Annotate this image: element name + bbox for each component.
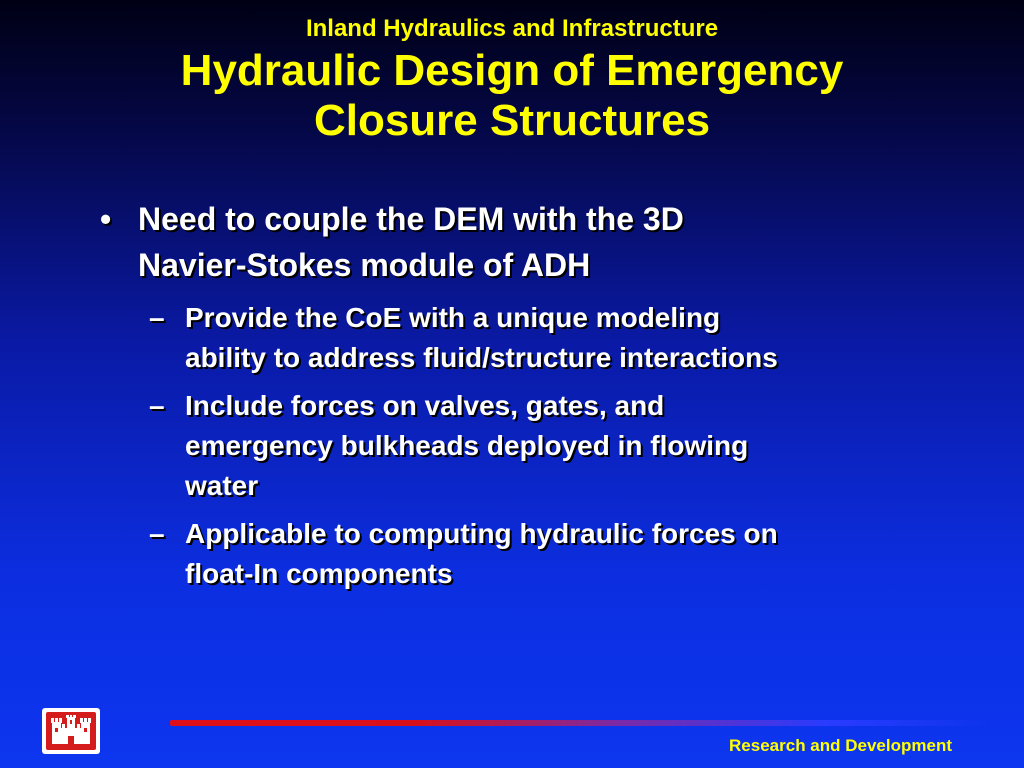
dash-marker: – [149, 390, 165, 421]
footer-label: Research and Development [729, 736, 952, 755]
sub-bullet-list [147, 298, 940, 594]
sub-bullet-line: Provide the CoE with a unique modeling [185, 302, 721, 333]
sub-bullet-line: Include forces on valves, gates, and [185, 390, 665, 421]
footer-divider [170, 720, 990, 726]
slide-content [100, 196, 940, 602]
sub-bullet-line: ability to address fluid/structure interactions [185, 342, 778, 373]
main-bullet [100, 196, 940, 288]
main-bullet-line-2: Navier-Stokes module of ADH [138, 247, 591, 283]
dash-marker: – [149, 302, 165, 333]
sub-bullet [147, 386, 940, 506]
sub-bullet-line: Applicable to computing hydraulic forces on [185, 518, 778, 549]
slide-title [0, 46, 1024, 146]
sub-bullet-line: emergency bulkheads deployed in flowing [185, 430, 749, 461]
sub-bullet [147, 514, 940, 594]
sub-bullet-line: water [185, 470, 259, 501]
castle-icon [42, 708, 100, 754]
usace-logo [42, 708, 100, 754]
slide-header [0, 14, 1024, 146]
main-bullet-line-1: Need to couple the DEM with the 3D [138, 201, 684, 237]
slide-subtitle: Inland Hydraulics and Infrastructure [305, 15, 719, 42]
title-line-1: Hydraulic Design of Emergency [180, 46, 844, 95]
sub-bullet [147, 298, 940, 378]
dash-marker: – [149, 518, 165, 549]
title-line-2: Closure Structures [313, 96, 711, 145]
bullet-marker: • [100, 201, 112, 237]
sub-bullet-line: float-In components [185, 558, 453, 589]
